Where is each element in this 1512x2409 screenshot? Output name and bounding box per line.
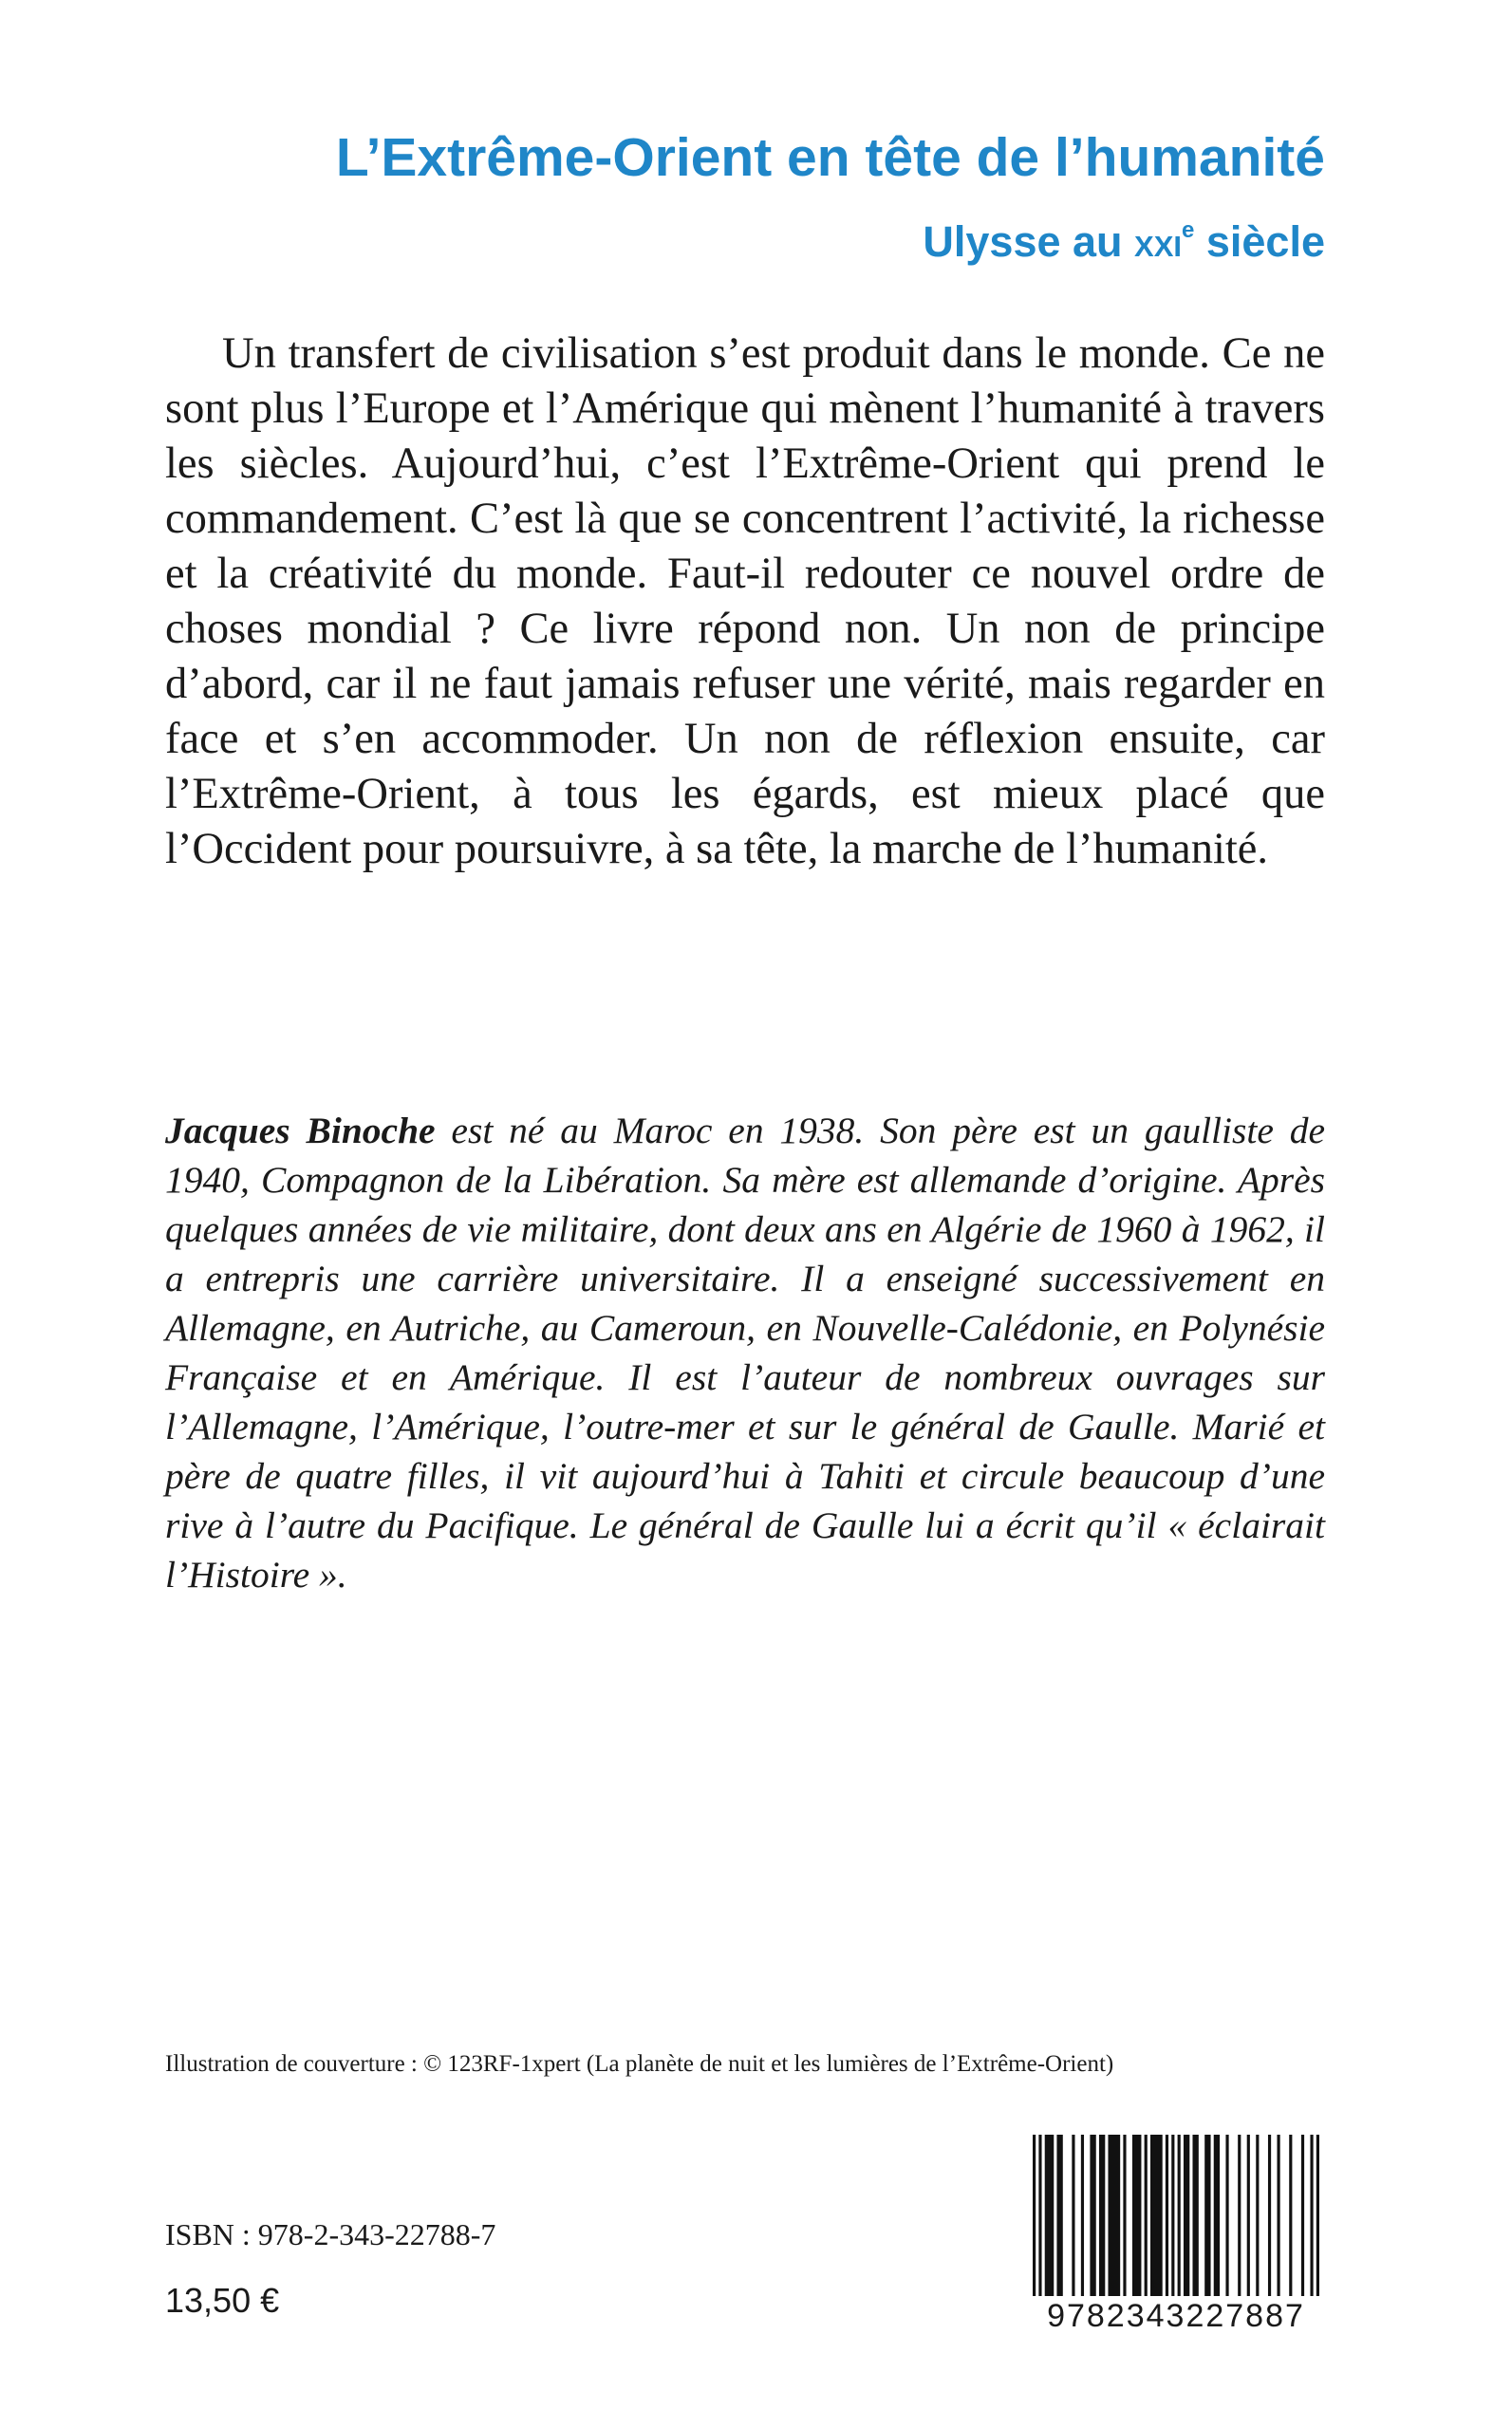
barcode-bar (1081, 2135, 1084, 2296)
barcode-bar (1238, 2135, 1241, 2296)
barcode-bar (1171, 2135, 1174, 2296)
barcode-bar (1214, 2135, 1220, 2296)
price: 13,50 € (165, 2281, 280, 2320)
book-title: L’Extrême-Orient en tête de l’humanité (335, 127, 1325, 188)
barcode-bar (1289, 2135, 1292, 2296)
author-bio-text: est né au Maroc en 1938. Son père est un gaulliste de 1940, Compagnon de la Libération. Sa mère est allemande d’origine. Après quelques années de vie militaire, dont deux ans en Algérie de 1960 à 1962, il a entrepris une carrière universitaire. Il a enseigné successivement en Allemagne, en Autriche, au Cameroun, en Nouvelle-Calédonie, en Polynésie Française et en Amérique. Il est l’auteur de nombreux ouvrages sur l’Allemagne, l’Amérique, l’outre-mer et sur le général de Gaulle. Marié et père de quatre filles, il vit aujourd’hui à Tahiti et circule beaucoup d’une rive à l’autre du Pacifique. Le général de Gaulle lui a écrit qu’il « éclairait l’Histoire ». (165, 1110, 1326, 1596)
barcode-bar (1316, 2135, 1319, 2296)
barcode-digits: 9782343227887 (1047, 2298, 1305, 2334)
barcode-bar (1178, 2135, 1181, 2296)
cover-illustration-credit: Illustration de couverture : © 123RF-1xpert (La planète de nuit et les lumières de l’Extrême-Orient) (165, 2051, 1114, 2077)
author-name: Jacques Binoche (165, 1110, 436, 1151)
author-bio (165, 1106, 1325, 1599)
barcode-bar (1225, 2135, 1228, 2296)
barcode-bar (1277, 2135, 1279, 2296)
subtitle-suffix: siècle (1194, 217, 1325, 266)
barcode-bar (1132, 2135, 1142, 2296)
barcode-bar (1038, 2135, 1041, 2296)
barcode-bar (1150, 2135, 1163, 2296)
subtitle-century-suffix: e (1182, 217, 1195, 243)
barcode-bar (1145, 2135, 1148, 2296)
barcode-bar (1310, 2135, 1313, 2296)
barcode-bar (1166, 2135, 1168, 2296)
barcode-bar (1056, 2135, 1062, 2296)
barcode-bar (1184, 2135, 1189, 2296)
book-subtitle (165, 216, 1325, 268)
barcode-bar (1204, 2135, 1210, 2296)
barcode-bar (1033, 2135, 1036, 2296)
barcode-bar (1301, 2135, 1304, 2296)
barcode-bar (1192, 2135, 1198, 2296)
barcode-bars (1033, 2135, 1319, 2296)
barcode (1033, 2135, 1319, 2348)
barcode-bar (1108, 2135, 1120, 2296)
barcode-bar (1123, 2135, 1126, 2296)
subtitle-prefix: Ulysse au (923, 217, 1135, 266)
barcode-bar (1099, 2135, 1105, 2296)
isbn: ISBN : 978-2-343-22788-7 (165, 2217, 496, 2251)
barcode-bar (1247, 2135, 1250, 2296)
book-blurb: Un transfert de civilisation s’est produit dans le monde. Ce ne sont plus l’Europe et l’Amérique qui mènent l’humanité à travers les siècles. Aujourd’hui, c’est l’Extrême-Orient qui prend le commandement. C’est là que se concentrent l’activité, la richesse et la créativité du monde. Faut-il redouter ce nouvel ordre de choses mondial ? Ce livre répond non. Un non de principe d’abord, car il ne faut jamais refuser une vérité, mais regarder en face et s’en accommoder. Un non de réflexion ensuite, car l’Extrême-Orient, à tous les égards, est mieux placé que l’Occident pour poursuivre, à sa tête, la marche de l’humanité. (165, 329, 1325, 873)
barcode-bar (1268, 2135, 1271, 2296)
barcode-bar (1256, 2135, 1259, 2296)
barcode-bar (1090, 2135, 1095, 2296)
subtitle-century: XXI (1134, 230, 1183, 263)
barcode-bar (1072, 2135, 1074, 2296)
barcode-bar (1045, 2135, 1055, 2296)
